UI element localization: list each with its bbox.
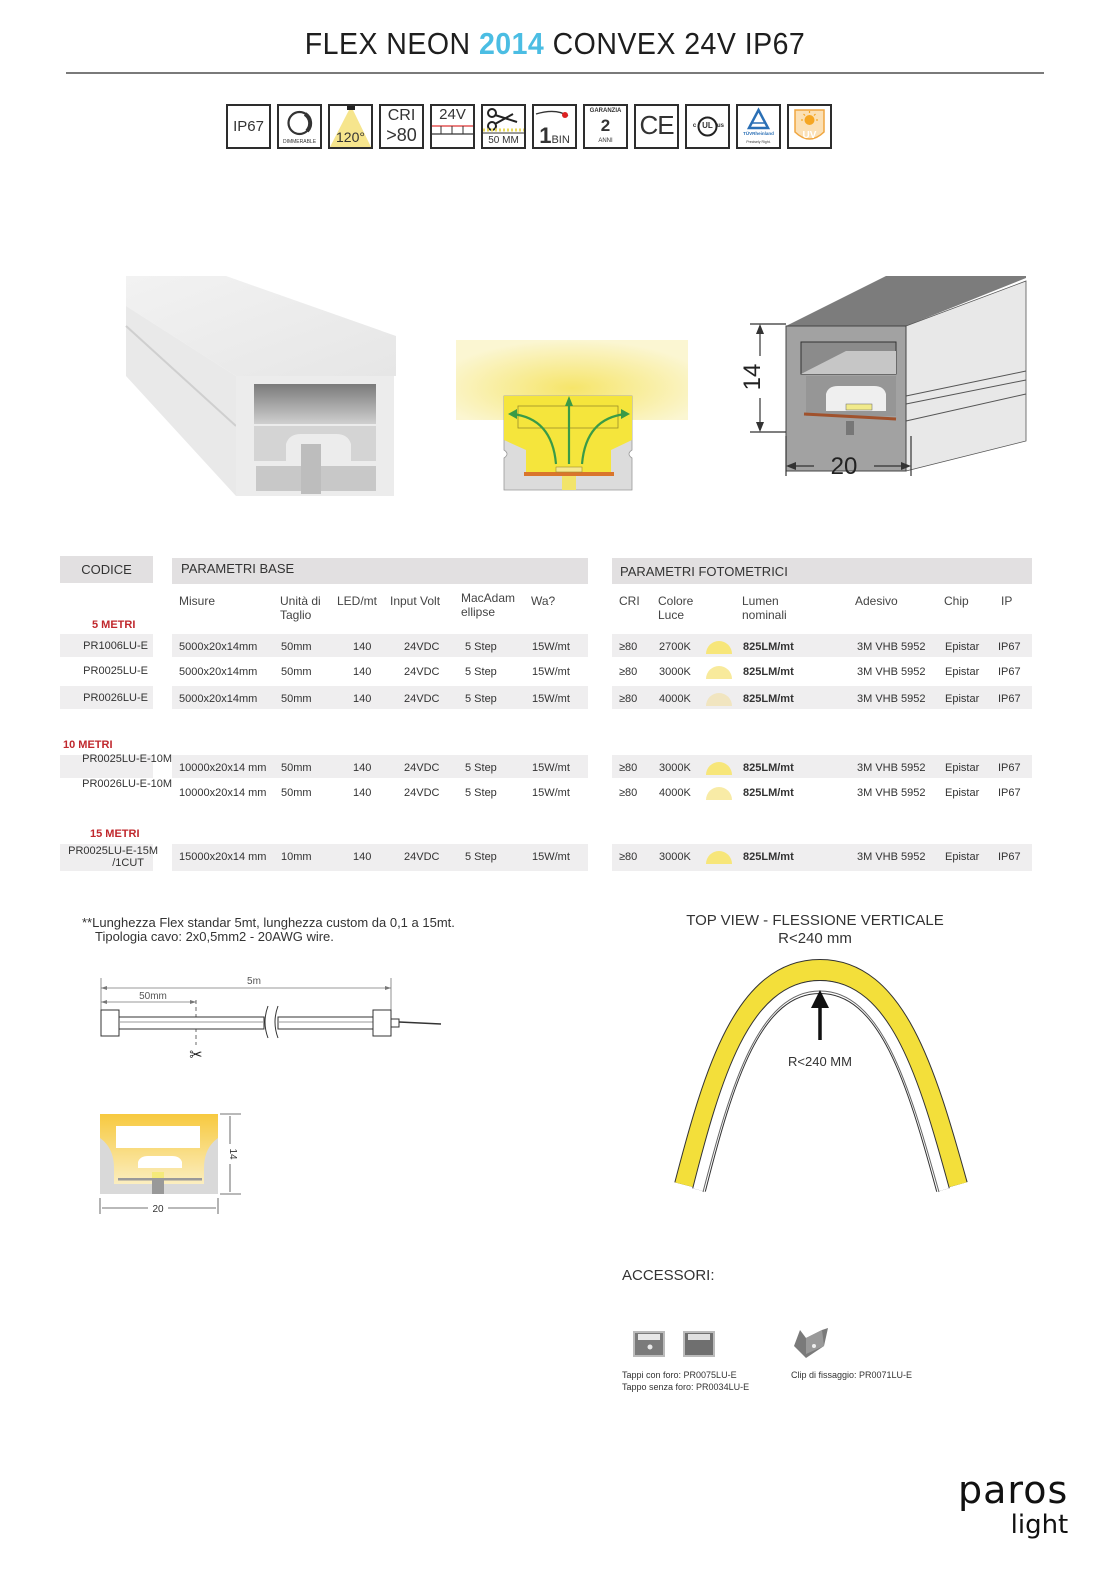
cell-led: 140 — [353, 666, 372, 678]
cell-cct: 3000K — [659, 762, 691, 774]
cell-chip: Epistar — [945, 641, 980, 653]
cell-misure: 10000x20x14 mm — [179, 762, 267, 774]
title-divider — [66, 72, 1044, 74]
cell-watt: 15W/mt — [532, 851, 570, 863]
cell-ip: IP67 — [998, 693, 1021, 705]
cell-watt: 15W/mt — [532, 693, 570, 705]
cross-section-diagram — [96, 1108, 251, 1220]
header-parametri-base: PARAMETRI BASE — [172, 558, 588, 584]
dimmerable-icon — [277, 104, 322, 149]
cell-watt: 15W/mt — [532, 762, 570, 774]
cell-taglio: 50mm — [281, 666, 312, 678]
ce-icon — [634, 104, 679, 149]
group-label: 10 METRI — [63, 739, 113, 751]
warranty-bottom: ANNI — [598, 138, 613, 144]
ul-mid: UL — [702, 121, 713, 130]
warranty-icon — [583, 104, 628, 149]
cell-ip: IP67 — [998, 787, 1021, 799]
voltage-label: 24V — [439, 106, 466, 123]
cell-taglio: 50mm — [281, 693, 312, 705]
color-swatch — [706, 666, 732, 679]
cell-led: 140 — [353, 641, 372, 653]
caps-with-hole: Tappi con foro: PR0075LU-E — [622, 1370, 737, 1380]
product-code: PR0026LU-E — [83, 692, 148, 704]
cell-volt: 24VDC — [404, 762, 440, 774]
accessories-title: ACCESSORI: — [622, 1267, 715, 1284]
warranty-years: 2 — [600, 116, 611, 135]
cell-led: 140 — [353, 851, 372, 863]
colh-cri: CRI — [619, 594, 640, 608]
cell-led: 140 — [353, 762, 372, 774]
cell-misure: 10000x20x14 mm — [179, 787, 267, 799]
cell-chip: Epistar — [945, 787, 980, 799]
cell-led: 140 — [353, 787, 372, 799]
header-parametri-fotometrici: PARAMETRI FOTOMETRICI — [612, 558, 1032, 584]
cell-cct: 4000K — [659, 787, 691, 799]
header-codice: CODICE — [60, 556, 153, 583]
cell-misure: 5000x20x14mm — [179, 641, 258, 653]
cell-chip: Epistar — [945, 762, 980, 774]
tuv-icon — [736, 104, 781, 149]
cell-ip: IP67 — [998, 851, 1021, 863]
page-title — [44, 26, 1065, 62]
cell-cri: ≥80 — [619, 787, 638, 799]
cell-chip: Epistar — [945, 666, 980, 678]
section-height-label: 14 — [227, 1148, 238, 1160]
end-caps-text — [622, 1369, 749, 1393]
cell-cri: ≥80 — [619, 762, 638, 774]
colh-taglio: Unità di Taglio — [280, 594, 321, 622]
cut-length-label: 50mm — [139, 991, 167, 1002]
group-label: 15 METRI — [90, 828, 140, 840]
bend-diagram — [675, 960, 975, 1205]
top-view-heading: TOP VIEW - FLESSIONE VERTICALE — [686, 912, 944, 929]
cell-cct: 3000K — [659, 851, 691, 863]
cell-lumen: 825LM/mt — [743, 693, 794, 705]
product-code: PR0025LU-E-10M — [82, 753, 172, 765]
cri-value: >80 — [386, 125, 417, 145]
tuv-label: TÜVRheinland — [743, 131, 774, 136]
cell-adesivo: 3M VHB 5952 — [857, 666, 926, 678]
light-emission-diagram — [456, 340, 688, 492]
cell-macadam: 5 Step — [465, 787, 497, 799]
caps-without-hole: Tappo senza foro: PR0034LU-E — [622, 1382, 750, 1392]
scissors-icon: ✂ — [189, 1047, 203, 1064]
cell-adesivo: 3M VHB 5952 — [857, 787, 926, 799]
bend-radius-label: R<240 MM — [788, 1054, 852, 1069]
colh-watt: Wa? — [531, 594, 556, 608]
cut-unit-label: 50 MM — [488, 135, 519, 146]
ip67-icon — [226, 104, 271, 149]
color-swatch — [706, 787, 732, 800]
bin-label: BIN — [551, 134, 570, 146]
cell-volt: 24VDC — [404, 787, 440, 799]
cell-taglio: 50mm — [281, 787, 312, 799]
cell-volt: 24VDC — [404, 851, 440, 863]
cell-macadam: 5 Step — [465, 762, 497, 774]
product-code: PR1006LU-E — [83, 640, 148, 652]
ul-right: us — [716, 123, 724, 129]
ce-label: CE — [639, 110, 674, 140]
uv-label: UV — [802, 130, 817, 141]
cell-cri: ≥80 — [619, 693, 638, 705]
product-code: PR0026LU-E-10M — [82, 778, 172, 790]
beam-angle-icon — [328, 104, 373, 149]
cell-cct: 2700K — [659, 641, 691, 653]
cell-adesivo: 3M VHB 5952 — [857, 693, 926, 705]
colh-ip: IP — [1001, 594, 1013, 608]
cri-icon — [379, 104, 424, 149]
cell-adesivo: 3M VHB 5952 — [857, 762, 926, 774]
logo-word-light: light — [1010, 1510, 1069, 1540]
cell-ip: IP67 — [998, 762, 1021, 774]
colh-colore: Colore Luce — [658, 594, 694, 622]
cell-cri: ≥80 — [619, 641, 638, 653]
cell-chip: Epistar — [945, 851, 980, 863]
cell-misure: 15000x20x14 mm — [179, 851, 267, 863]
dimmerable-label: DIMMERABLE — [282, 139, 317, 145]
cell-watt: 15W/mt — [532, 787, 570, 799]
mounting-clip-image — [792, 1326, 832, 1360]
cell-lumen: 825LM/mt — [743, 666, 794, 678]
dimension-drawing — [739, 276, 1031, 481]
colh-led: LED/mt — [337, 594, 378, 608]
cell-volt: 24VDC — [404, 693, 440, 705]
cell-adesivo: 3M VHB 5952 — [857, 641, 926, 653]
dim-width-label: 20 — [830, 453, 858, 480]
total-length-label: 5m — [247, 976, 261, 987]
note-line-2: Tipologia cavo: 2x0,5mm2 - 20AWG wire. — [95, 929, 334, 944]
beam-angle-label: 120° — [336, 129, 365, 145]
logo-word-paros: paros — [958, 1468, 1069, 1512]
cell-ip: IP67 — [998, 641, 1021, 653]
ul-icon — [685, 104, 730, 149]
length-diagram — [96, 970, 466, 1070]
cut-unit-icon — [481, 104, 526, 149]
cell-macadam: 5 Step — [465, 851, 497, 863]
cell-watt: 15W/mt — [532, 641, 570, 653]
cell-taglio: 50mm — [281, 762, 312, 774]
feature-icon-strip — [226, 104, 832, 149]
title-prefix: FLEX NEON — [304, 26, 479, 61]
top-view-radius: R<240 mm — [778, 930, 852, 947]
cell-lumen: 825LM/mt — [743, 641, 794, 653]
title-year: 2014 — [478, 26, 545, 61]
ip67-label: IP67 — [233, 118, 264, 135]
cell-cri: ≥80 — [619, 851, 638, 863]
product-code: PR0025LU-E-15M /1CUT — [68, 845, 158, 869]
cell-macadam: 5 Step — [465, 666, 497, 678]
bin-icon — [532, 104, 577, 149]
colh-macadam: MacAdam ellipse — [461, 591, 516, 619]
ul-left: c — [692, 123, 697, 129]
top-view-title — [650, 912, 980, 948]
cell-cri: ≥80 — [619, 666, 638, 678]
section-width-label: 20 — [152, 1204, 164, 1215]
cell-misure: 5000x20x14mm — [179, 693, 258, 705]
uv-icon — [787, 104, 832, 149]
cri-label: CRI — [387, 107, 416, 124]
cell-taglio: 10mm — [281, 851, 312, 863]
group-label: 5 METRI — [92, 619, 136, 631]
cell-adesivo: 3M VHB 5952 — [857, 851, 926, 863]
colh-volt: Input Volt — [390, 594, 441, 608]
note-line-1: **Lunghezza Flex standar 5mt, lunghezza custom da 0,1 a 15mt. — [82, 915, 455, 930]
cell-ip: IP67 — [998, 666, 1021, 678]
voltage-icon — [430, 104, 475, 149]
cell-watt: 15W/mt — [532, 666, 570, 678]
bin-number: 1 — [539, 123, 552, 148]
cell-macadam: 5 Step — [465, 641, 497, 653]
colh-lumen: Lumen nominali — [742, 594, 787, 622]
cell-misure: 5000x20x14mm — [179, 666, 258, 678]
profile-3d-image — [126, 276, 396, 501]
paros-light-logo — [958, 1470, 1068, 1540]
cell-lumen: 825LM/mt — [743, 787, 794, 799]
cell-volt: 24VDC — [404, 666, 440, 678]
clip-text: Clip di fissaggio: PR0071LU-E — [791, 1370, 913, 1380]
colh-chip: Chip — [944, 594, 969, 608]
title-suffix: CONVEX 24V IP67 — [544, 26, 806, 61]
cell-cct: 4000K — [659, 693, 691, 705]
warranty-top: GARANZIA — [589, 108, 622, 114]
cell-cct: 3000K — [659, 666, 691, 678]
cell-macadam: 5 Step — [465, 693, 497, 705]
length-note — [82, 916, 455, 944]
cell-volt: 24VDC — [404, 641, 440, 653]
cell-led: 140 — [353, 693, 372, 705]
cell-chip: Epistar — [945, 693, 980, 705]
product-code: PR0025LU-E — [83, 665, 148, 677]
colh-misure: Misure — [179, 594, 216, 608]
cell-lumen: 825LM/mt — [743, 851, 794, 863]
colh-adesivo: Adesivo — [855, 594, 898, 608]
tuv-sub: Precisely Right. — [746, 140, 771, 144]
end-caps-image — [632, 1330, 722, 1358]
cell-taglio: 50mm — [281, 641, 312, 653]
cell-lumen: 825LM/mt — [743, 762, 794, 774]
dim-height-label: 14 — [739, 363, 766, 391]
